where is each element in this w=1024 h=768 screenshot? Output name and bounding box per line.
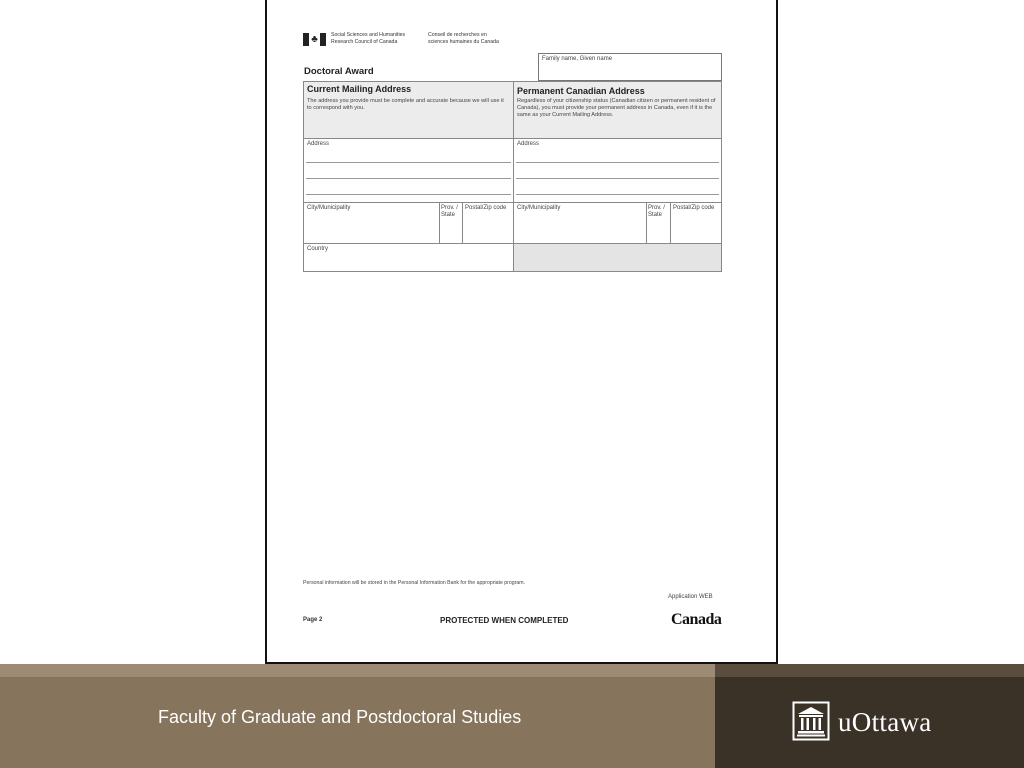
current-address-description: The address you provide must be complete and accurate because we will use it to correspond with you. (307, 98, 504, 111)
permanent-country-blank (514, 244, 721, 271)
current-address-field[interactable] (304, 139, 514, 203)
permanent-city-field[interactable] (514, 203, 647, 244)
agency-name-en: Social Sciences and Humanities Research Council of Canada (331, 32, 406, 45)
uottawa-wordmark: uOttawa (838, 707, 932, 737)
current-prov-field[interactable] (440, 203, 463, 244)
canada-flag-icon: ♣ (303, 33, 326, 46)
current-postal-label: Postal/Zip code (465, 205, 507, 211)
family-name-field[interactable] (538, 53, 722, 81)
permanent-postal-label: Postal/Zip code (673, 205, 715, 211)
privacy-note: Personal information will be stored in the Personal Information Bank for the appropriate program. (303, 580, 526, 586)
current-postal-field[interactable] (463, 203, 514, 244)
permanent-address-heading: Permanent Canadian Address (517, 86, 645, 96)
application-web-label: Application WEB (668, 594, 713, 600)
current-city-field[interactable] (304, 203, 440, 244)
permanent-address-description: Regardless of your citizenship status (Canadian citizen or permanent resident of Canada), you must provide your permanent address in Canada, even if it is the same as your Current Mailing Address. (517, 98, 716, 118)
faculty-name: Faculty of Graduate and Postdoctoral Studies (158, 707, 522, 727)
address-form-table (303, 81, 722, 272)
building-columns-icon (792, 701, 830, 741)
permanent-prov-label: Prov. / State (648, 205, 665, 218)
form-title: Doctoral Award (304, 66, 374, 77)
permanent-address-header (514, 82, 721, 139)
protected-notice: PROTECTED WHEN COMPLETED (440, 616, 569, 625)
permanent-address-label: Address (517, 141, 540, 147)
current-prov-label: Prov. / State (441, 205, 458, 218)
permanent-city-label: City/Municipality (517, 205, 561, 211)
permanent-postal-field[interactable] (671, 203, 721, 244)
current-address-heading: Current Mailing Address (307, 84, 412, 94)
current-address-header (304, 82, 514, 139)
canada-wordmark: Canada (671, 611, 722, 628)
agency-name-fr: Conseil de recherches en sciences humaines du Canada (428, 32, 499, 45)
form-page (265, 0, 778, 664)
current-city-label: City/Municipality (307, 205, 351, 211)
slide-footer (0, 664, 1024, 768)
current-address-label: Address (307, 141, 330, 147)
footer-left-band (0, 664, 715, 768)
family-name-label: Family name, Given name (542, 56, 613, 62)
permanent-prov-field[interactable] (647, 203, 671, 244)
current-country-field[interactable] (304, 244, 514, 271)
page-number: Page 2 (303, 617, 323, 623)
permanent-address-field[interactable] (514, 139, 721, 203)
current-country-label: Country (307, 246, 329, 252)
